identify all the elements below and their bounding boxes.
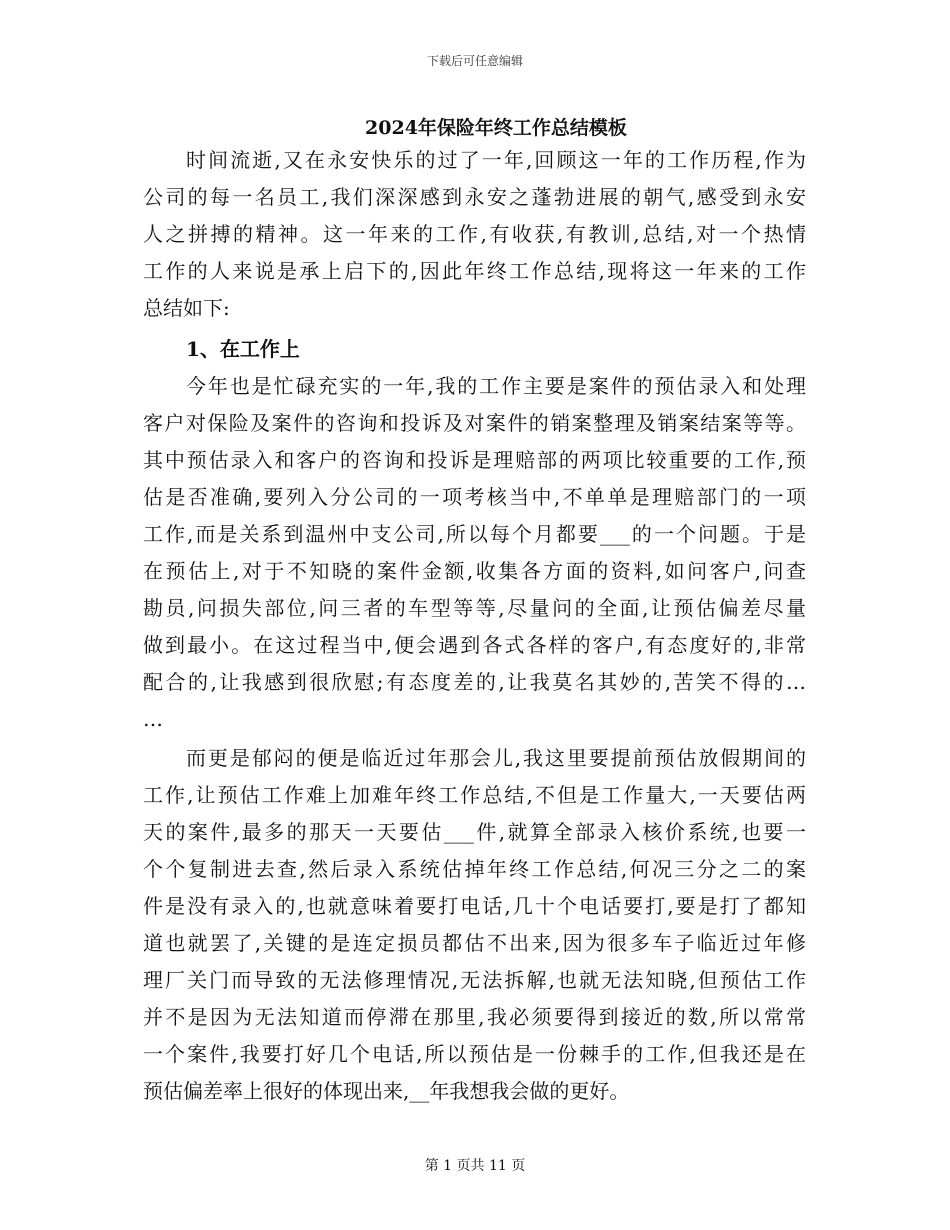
paragraph-line: 个个复制进去查,然后录入系统估掉年终工作总结,何况三分之二的案	[143, 857, 806, 881]
paragraph-line: 在预估上,对于不知晓的案件金额,收集各方面的资料,如问客户,问查	[143, 559, 806, 583]
paragraph-line: 工作,而是关系到温州中支公司,所以每个月都要___的一个问题。于是	[143, 522, 806, 546]
page-number: 第 1 页共 11 页	[424, 1158, 526, 1174]
paragraph-line: 并不是因为无法知道而停滞在那里,我必须要得到接近的数,所以常常	[143, 1005, 806, 1029]
paragraph-line: …	[143, 707, 163, 731]
paragraph-line: 勘员,问损失部位,问三者的车型等等,尽量问的全面,让预估偏差尽量	[143, 596, 806, 620]
document-title: 2024年保险年终工作总结模板	[365, 117, 627, 139]
paragraph-line: 工作的人来说是承上启下的,因此年终工作总结,现将这一年来的工作	[143, 259, 806, 283]
paragraph-line: 时间流逝,又在永安快乐的过了一年,回顾这一年的工作历程,作为	[186, 148, 806, 172]
paragraph-line: 预估偏差率上很好的体现出来,__年我想我会做的更好。	[143, 1079, 630, 1103]
paragraph-line: 一个案件,我要打好几个电话,所以预估是一份棘手的工作,但我还是在	[143, 1042, 806, 1066]
paragraph-line: 其中预估录入和客户的咨询和投诉是理赔部的两项比较重要的工作,预	[143, 448, 806, 472]
year-end-paragraph	[143, 740, 806, 1110]
paragraph-line: 配合的,让我感到很欣慰;有态度差的,让我莫名其妙的,苦笑不得的…	[143, 670, 806, 694]
paragraph-line: 公司的每一名员工,我们深深感到永安之蓬勃进展的朝气,感受到永安	[143, 185, 806, 209]
paragraph-line: 做到最小。在这过程当中,便会遇到各式各样的客户,有态度好的,非常	[143, 633, 806, 657]
paragraph-line: 理厂关门而导致的无法修理情况,无法拆解,也就无法知晓,但预估工作	[143, 968, 806, 992]
paragraph-line: 估是否准确,要列入分公司的一项考核当中,不单单是理赔部门的一项	[143, 485, 806, 509]
paragraph-line: 件是没有录入的,也就意味着要打电话,几十个电话要打,要是打了都知	[143, 894, 806, 918]
work-paragraph	[143, 368, 806, 738]
paragraph-line: 客户对保险及案件的咨询和投诉及对案件的销案整理及销案结案等等。	[143, 411, 806, 435]
section-heading: 1、在工作上	[186, 337, 300, 361]
paragraph-line: 今年也是忙碌充实的一年,我的工作主要是案件的预估录入和处理	[186, 374, 806, 398]
paragraph-line: 总结如下:	[143, 296, 230, 320]
download-note: 下载后可任意编辑	[426, 54, 523, 68]
paragraph-line: 人之拼搏的精神。这一年来的工作,有收获,有教训,总结,对一个热情	[143, 222, 806, 246]
intro-paragraph	[143, 142, 806, 327]
paragraph-line: 天的案件,最多的那天一天要估___件,就算全部录入核价系统,也要一	[143, 820, 806, 844]
document-body	[143, 142, 806, 1110]
paragraph-line: 道也就罢了,关键的是连定损员都估不出来,因为很多车子临近过年修	[143, 931, 806, 955]
paragraph-line: 工作,让预估工作难上加难年终工作总结,不但是工作量大,一天要估两	[143, 783, 806, 807]
paragraph-line: 而更是郁闷的便是临近过年那会儿,我这里要提前预估放假期间的	[186, 746, 806, 770]
